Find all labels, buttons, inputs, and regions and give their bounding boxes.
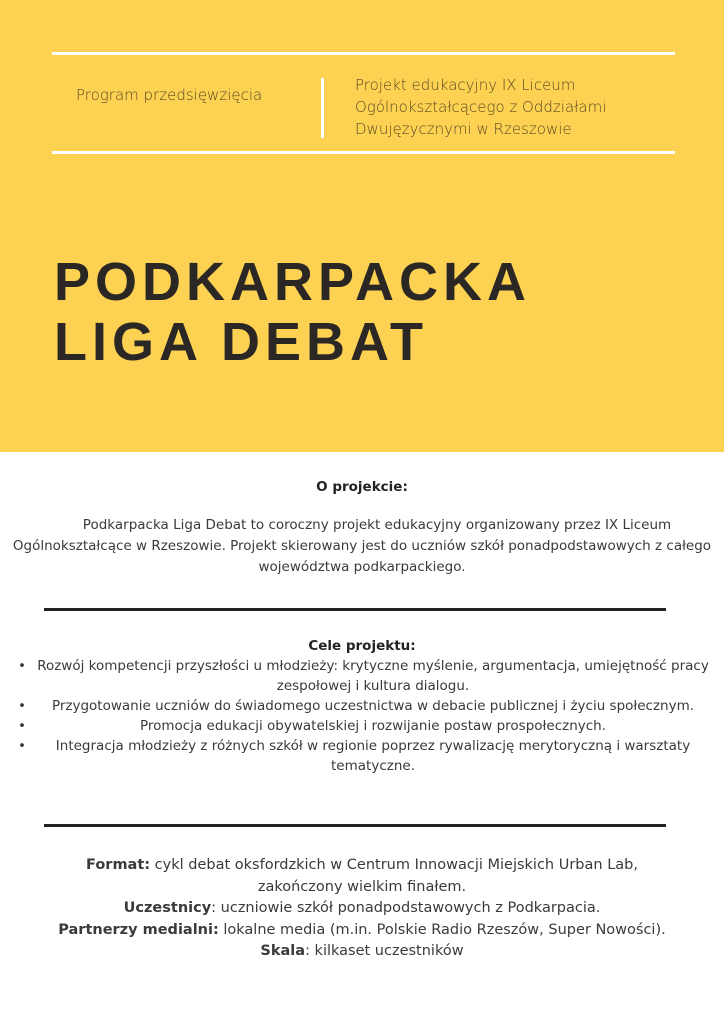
format-row: [0, 855, 724, 877]
page-title: [54, 252, 531, 372]
format-value-cont: zakończony wielkim finałem.: [257, 878, 467, 895]
bullet-icon: •: [18, 738, 26, 754]
goal-text: Rozwój kompetencji przyszłości u młodzieży: krytyczne myślenie, argumentacja, umiejętność pracy zespołowej i kultura dialogu.: [37, 658, 709, 694]
partners-value: lokalne media (m.in. Polskie Radio Rzeszów, Super Nowości).: [218, 921, 666, 938]
hero-banner: [0, 0, 724, 452]
goal-item: [0, 696, 724, 716]
goal-item: [0, 656, 724, 696]
goal-text: Przygotowanie uczniów do świadomego uczestnictwa w debacie publicznej i życiu społecznym.: [51, 698, 695, 714]
section-divider: [44, 608, 666, 611]
section-divider: [44, 824, 666, 827]
program-label: Program przedsięwzięcia: [76, 86, 263, 104]
about-paragraph: [0, 515, 724, 578]
project-description-line: Dwujęzycznymi w Rzeszowie: [355, 120, 572, 138]
format-label: Format:: [86, 857, 151, 873]
partners-row: [0, 920, 724, 942]
bullet-icon: •: [18, 718, 26, 734]
title-line-2: LIGA DEBAT: [54, 312, 428, 372]
participants-value: : uczniowie szkół ponadpodstawowych z Podkarpacia.: [211, 900, 601, 916]
format-value: cykl debat oksfordzkich w Centrum Innowacji Miejskich Urban Lab,: [150, 857, 638, 873]
partners-label: Partnerzy medialni:: [58, 921, 219, 938]
scale-value: : kilkaset uczestników: [305, 943, 464, 959]
scale-label: Skala: [260, 943, 306, 959]
goal-text: Promocja edukacji obywatelskiej i rozwijanie postaw prospołecznych.: [139, 718, 607, 734]
goal-item: [0, 716, 724, 736]
participants-row: [0, 898, 724, 920]
participants-label: Uczestnicy: [123, 900, 212, 916]
about-line: Podkarpacka Liga Debat to coroczny projekt edukacyjny organizowany przez IX Liceum: [82, 517, 672, 533]
goals-heading: Cele projektu:: [308, 638, 416, 654]
about-line: województwa podkarpackiego.: [258, 559, 466, 575]
title-line-1: PODKARPACKA: [54, 252, 532, 312]
project-details: [0, 855, 724, 963]
project-description: [355, 74, 606, 140]
project-description-line: Projekt edukacyjny IX Liceum: [355, 76, 576, 94]
project-description-line: Ogólnokształcącego z Oddziałami: [355, 98, 607, 116]
goal-item: [0, 736, 724, 776]
goal-text: Integracja młodzieży z różnych szkół w regionie poprzez rywalizację merytoryczną i warsztaty tematyczne.: [55, 738, 691, 774]
header-top-rule: [52, 52, 675, 55]
about-line: Ogólnokształcące w Rzeszowie. Projekt skierowany jest do uczniów szkół ponadpodstawowych z całego: [12, 538, 712, 554]
header-bottom-rule: [52, 151, 675, 154]
about-heading: O projekcie:: [316, 479, 408, 495]
scale-row: [0, 941, 724, 963]
header-divider: [321, 78, 324, 138]
bullet-icon: •: [18, 658, 26, 674]
bullet-icon: •: [18, 698, 26, 714]
